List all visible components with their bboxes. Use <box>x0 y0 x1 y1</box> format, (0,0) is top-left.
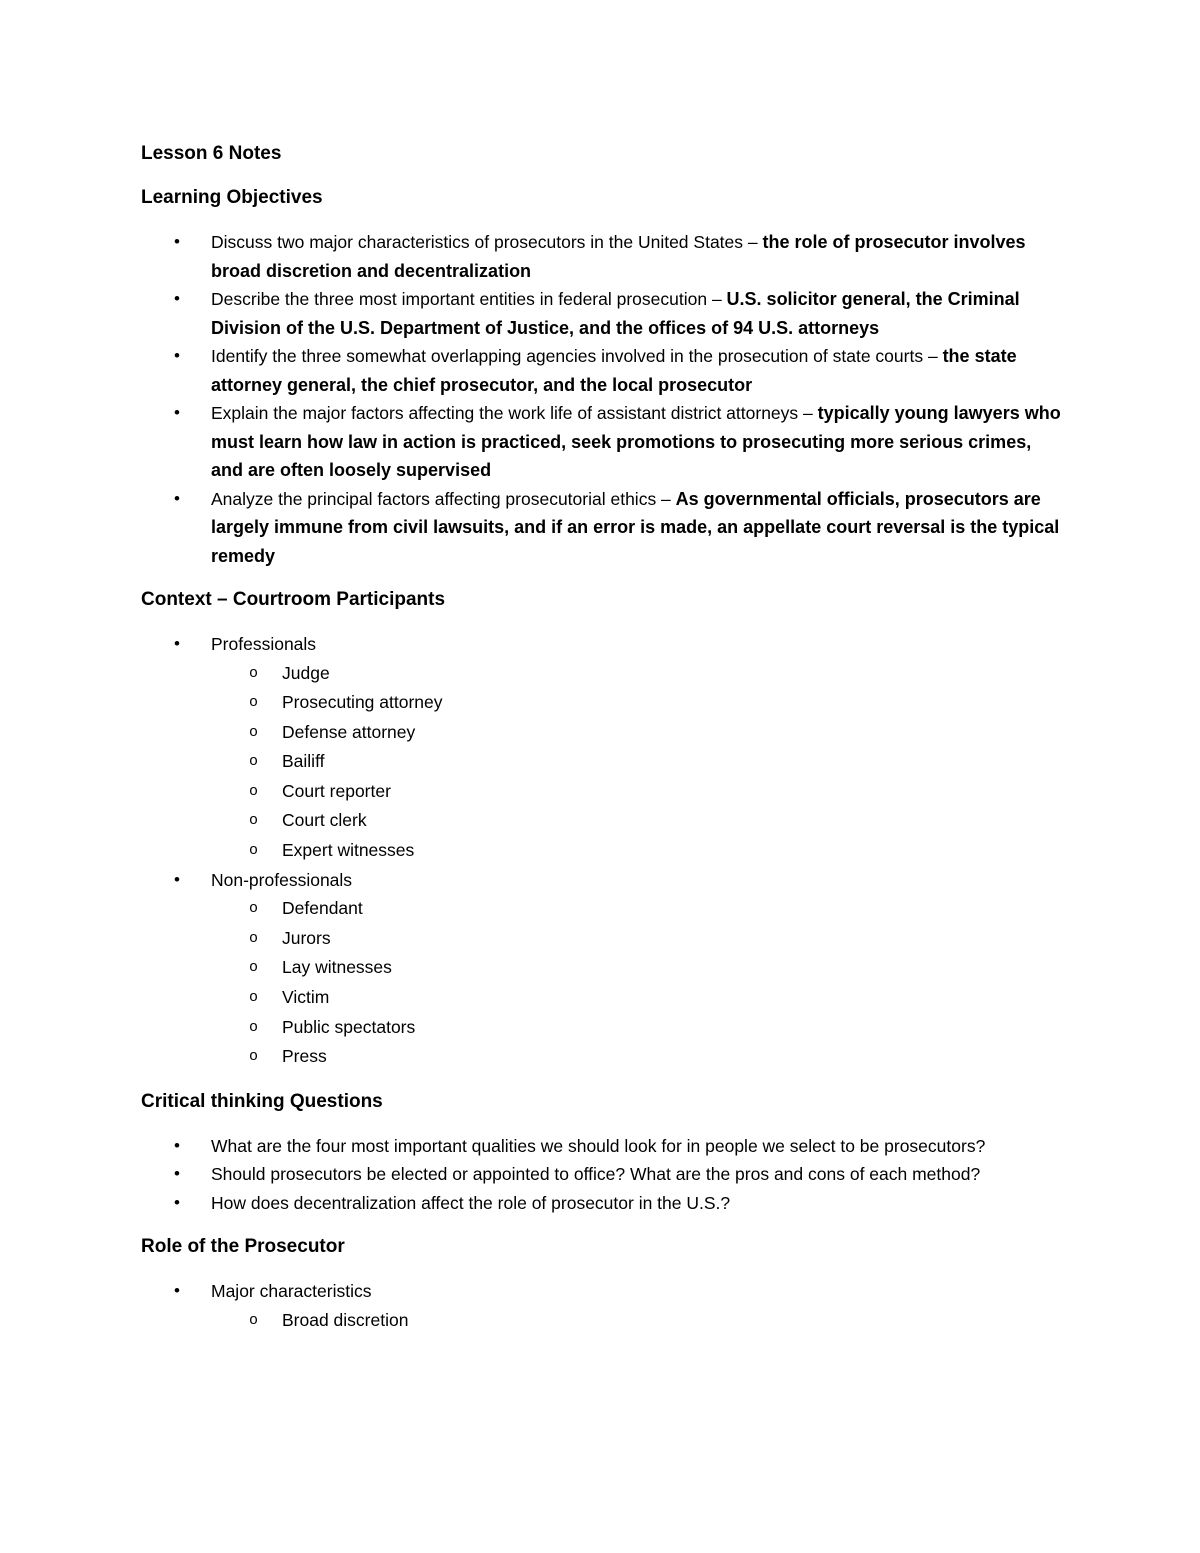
sub-bullet-icon: o <box>249 694 259 712</box>
role-of-prosecutor-heading: Role of the Prosecutor <box>141 1236 345 1258</box>
sub-bullet-icon: o <box>249 900 259 918</box>
group-label: Professionals <box>211 634 317 654</box>
list-item <box>141 228 1061 285</box>
sub-list-item: o Judge <box>141 659 1061 689</box>
list-item <box>141 485 1061 571</box>
sub-list-item: o Defendant <box>141 894 1061 924</box>
objective-answer: U.S. solicitor general, the Criminal Division of the U.S. Department of Justice, and the offices of 94 U.S. attorneys <box>211 289 1020 338</box>
list-item <box>141 342 1061 399</box>
learning-objectives-list <box>141 228 1061 570</box>
sub-list-item: o Public spectators <box>141 1013 1061 1043</box>
sub-list-item: o Lay witnesses <box>141 953 1061 983</box>
bullet-icon: • <box>174 403 180 422</box>
list-item <box>141 1132 1061 1161</box>
critical-thinking-heading: Critical thinking Questions <box>141 1090 383 1112</box>
sub-list-item: o Bailiff <box>141 747 1061 777</box>
list-item <box>141 866 1061 1072</box>
bullet-icon: • <box>174 346 180 365</box>
sub-list <box>211 1306 1061 1336</box>
objective-answer: the role of prosecutor involves broad discretion and decentralization <box>211 232 1026 281</box>
sub-list-item: o Jurors <box>141 924 1061 954</box>
sub-bullet-icon: o <box>249 723 259 741</box>
objective-text: Describe the three most important entities in federal prosecution – <box>211 289 727 309</box>
sub-list-item: o Defense attorney <box>141 718 1061 748</box>
objective-answer: typically young lawyers who must learn how law in action is practiced, seek promotions to prosecuting more serious crimes, and are often loosely supervised <box>211 403 1061 480</box>
list-item <box>141 1189 1061 1218</box>
bullet-icon: • <box>174 869 180 889</box>
sub-list-item: o Broad discretion <box>141 1306 1061 1336</box>
list-item <box>141 630 1061 866</box>
page-title: Lesson 6 Notes <box>141 143 282 164</box>
sub-list-item: o Court clerk <box>141 806 1061 836</box>
question-text: Should prosecutors be elected or appointed to office? What are the pros and cons of each method? <box>211 1164 981 1185</box>
sub-list <box>211 659 1061 866</box>
bullet-icon: • <box>174 232 180 251</box>
bullet-icon: • <box>174 1135 180 1155</box>
sub-bullet-icon: o <box>249 988 259 1006</box>
question-text: How does decentralization affect the role of prosecutor in the U.S.? <box>211 1192 731 1213</box>
list-item <box>141 399 1061 485</box>
objective-answer: the state attorney general, the chief prosecutor, and the local prosecutor <box>211 346 1017 395</box>
bullet-icon: • <box>174 1164 180 1184</box>
critical-thinking-list <box>141 1132 1061 1218</box>
sub-list-item: o Court reporter <box>141 777 1061 807</box>
sub-list-item: o Victim <box>141 983 1061 1013</box>
learning-objectives-heading: Learning Objectives <box>141 187 323 208</box>
bullet-icon: • <box>174 289 180 308</box>
list-item <box>141 285 1061 342</box>
bullet-icon: • <box>174 1281 180 1301</box>
list-item <box>141 1160 1061 1189</box>
sub-list <box>211 894 1061 1072</box>
sub-bullet-icon: o <box>249 1311 259 1329</box>
objective-text: Explain the major factors affecting the work life of assistant district attorneys – <box>211 403 818 423</box>
objective-text: Analyze the principal factors affecting prosecutorial ethics – <box>211 488 676 509</box>
sub-bullet-icon: o <box>249 929 259 947</box>
objective-text: Discuss two major characteristics of prosecutors in the United States – <box>211 232 763 252</box>
sub-bullet-icon: o <box>249 1018 259 1036</box>
objective-answer: As governmental officials, prosecutors are largely immune from civil lawsuits, and if an error is made, an appellate court reversal is the typical remedy <box>211 488 1060 566</box>
sub-list-item: o Prosecuting attorney <box>141 688 1061 718</box>
document-page <box>141 140 1061 1351</box>
sub-bullet-icon: o <box>249 842 259 860</box>
group-label: Non-professionals <box>211 869 353 890</box>
sub-list-item: o Press <box>141 1042 1061 1072</box>
sub-bullet-icon: o <box>249 959 259 977</box>
courtroom-participants-list <box>141 630 1061 1072</box>
bullet-icon: • <box>174 1192 180 1212</box>
group-label: Major characteristics <box>211 1281 372 1302</box>
sub-bullet-icon: o <box>249 782 259 800</box>
role-of-prosecutor-list <box>141 1277 1061 1335</box>
sub-list-item: o Expert witnesses <box>141 836 1061 866</box>
question-text: What are the four most important qualities we should look for in people we select to be prosecutors? <box>211 1135 986 1156</box>
list-item <box>141 1277 1061 1335</box>
sub-bullet-icon: o <box>249 812 259 830</box>
bullet-icon: • <box>174 488 180 508</box>
objective-text: Identify the three somewhat overlapping agencies involved in the prosecution of state courts – <box>211 346 943 366</box>
bullet-icon: • <box>174 634 180 653</box>
sub-bullet-icon: o <box>249 664 259 682</box>
sub-bullet-icon: o <box>249 753 259 771</box>
courtroom-participants-heading: Context – Courtroom Participants <box>141 589 446 610</box>
sub-bullet-icon: o <box>249 1048 259 1066</box>
